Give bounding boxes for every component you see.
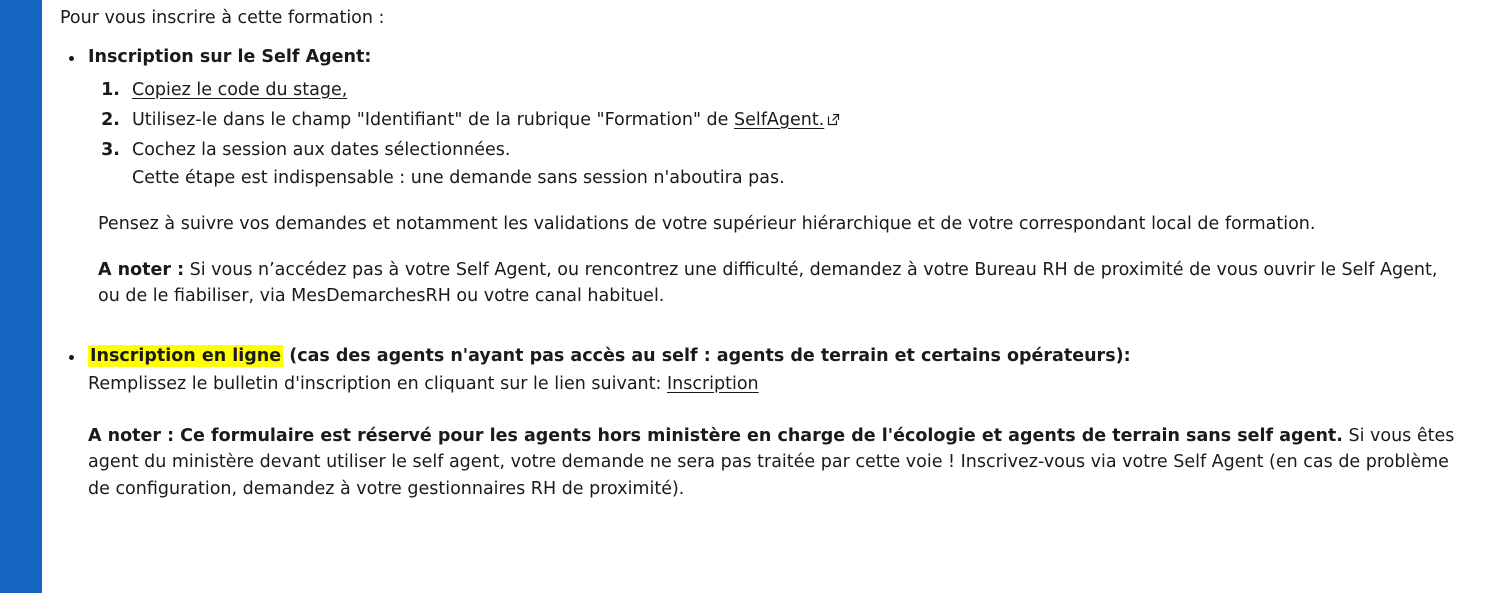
note-text: Si vous n’accédez pas à votre Self Agent, ou rencontrez une difficulté, demandez à votre Bureau RH de proximité de vous ouvrir le Self Agent, ou de le fiabiliser, via MesDemarchesRH ou votre canal habituel. [98, 260, 1438, 307]
online-registration-highlight: Inscription en ligne [90, 345, 282, 366]
note-label: A noter : [98, 260, 185, 280]
left-accent-bar [0, 0, 42, 593]
final-note-bold: A noter : Ce formulaire est réservé pour les agents hors ministère en charge de l'écologie et agents de terrain sans self agent. [88, 426, 1343, 447]
note-paragraph-self-agent [88, 257, 1460, 310]
final-note-rest: Si vous êtes agent du ministère devant utiliser le self agent, votre demande ne sera pas traitée par cette voie ! Inscrivez-vous via votre Self Agent (en cas de problème de configuration, demandez à votre gestionnaires RH de proximité). [88, 426, 1455, 499]
list-item [126, 137, 1460, 191]
lead-paragraph: Pour vous inscrire à cette formation : [60, 8, 385, 28]
online-registration-heading [88, 344, 1460, 369]
follow-up-paragraph: Pensez à suivre vos demandes et notamment les validations de votre supérieur hiérarchique et de votre correspondant local de formation. [98, 213, 1316, 234]
self-agent-heading: Inscription sur le Self Agent: [88, 47, 372, 68]
final-note-paragraph [60, 423, 1460, 502]
step-check-session-text: Cochez la session aux dates sélectionnées. [132, 140, 511, 161]
step-check-session-subtext: Cette étape est indispensable : une demande sans session n'aboutira pas. [132, 167, 785, 188]
step-use-identifier-text: Utilisez-le dans le champ "Identifiant" de la rubrique "Formation" de [132, 110, 734, 130]
self-agent-steps [88, 77, 1460, 191]
list-item-self-agent [60, 45, 1460, 309]
external-link-icon [827, 113, 840, 126]
document-content [60, 6, 1460, 502]
step-copy-code-text: Copiez le code du stage, [132, 79, 348, 100]
online-registration-body [88, 371, 1460, 397]
selfagent-link[interactable]: SelfAgent. [734, 110, 825, 130]
list-item [126, 107, 1460, 133]
list-item-online-registration [60, 344, 1460, 398]
inscription-link[interactable]: Inscription [666, 373, 759, 394]
online-registration-body-text: Remplissez le bulletin d'inscription en cliquant sur le lien suivant: [88, 373, 667, 394]
online-registration-heading-rest: (cas des agents n'ayant pas accès au self : agents de terrain et certains opérateurs): [283, 345, 1131, 366]
instructions-list [60, 45, 1460, 397]
list-item [126, 77, 1460, 103]
